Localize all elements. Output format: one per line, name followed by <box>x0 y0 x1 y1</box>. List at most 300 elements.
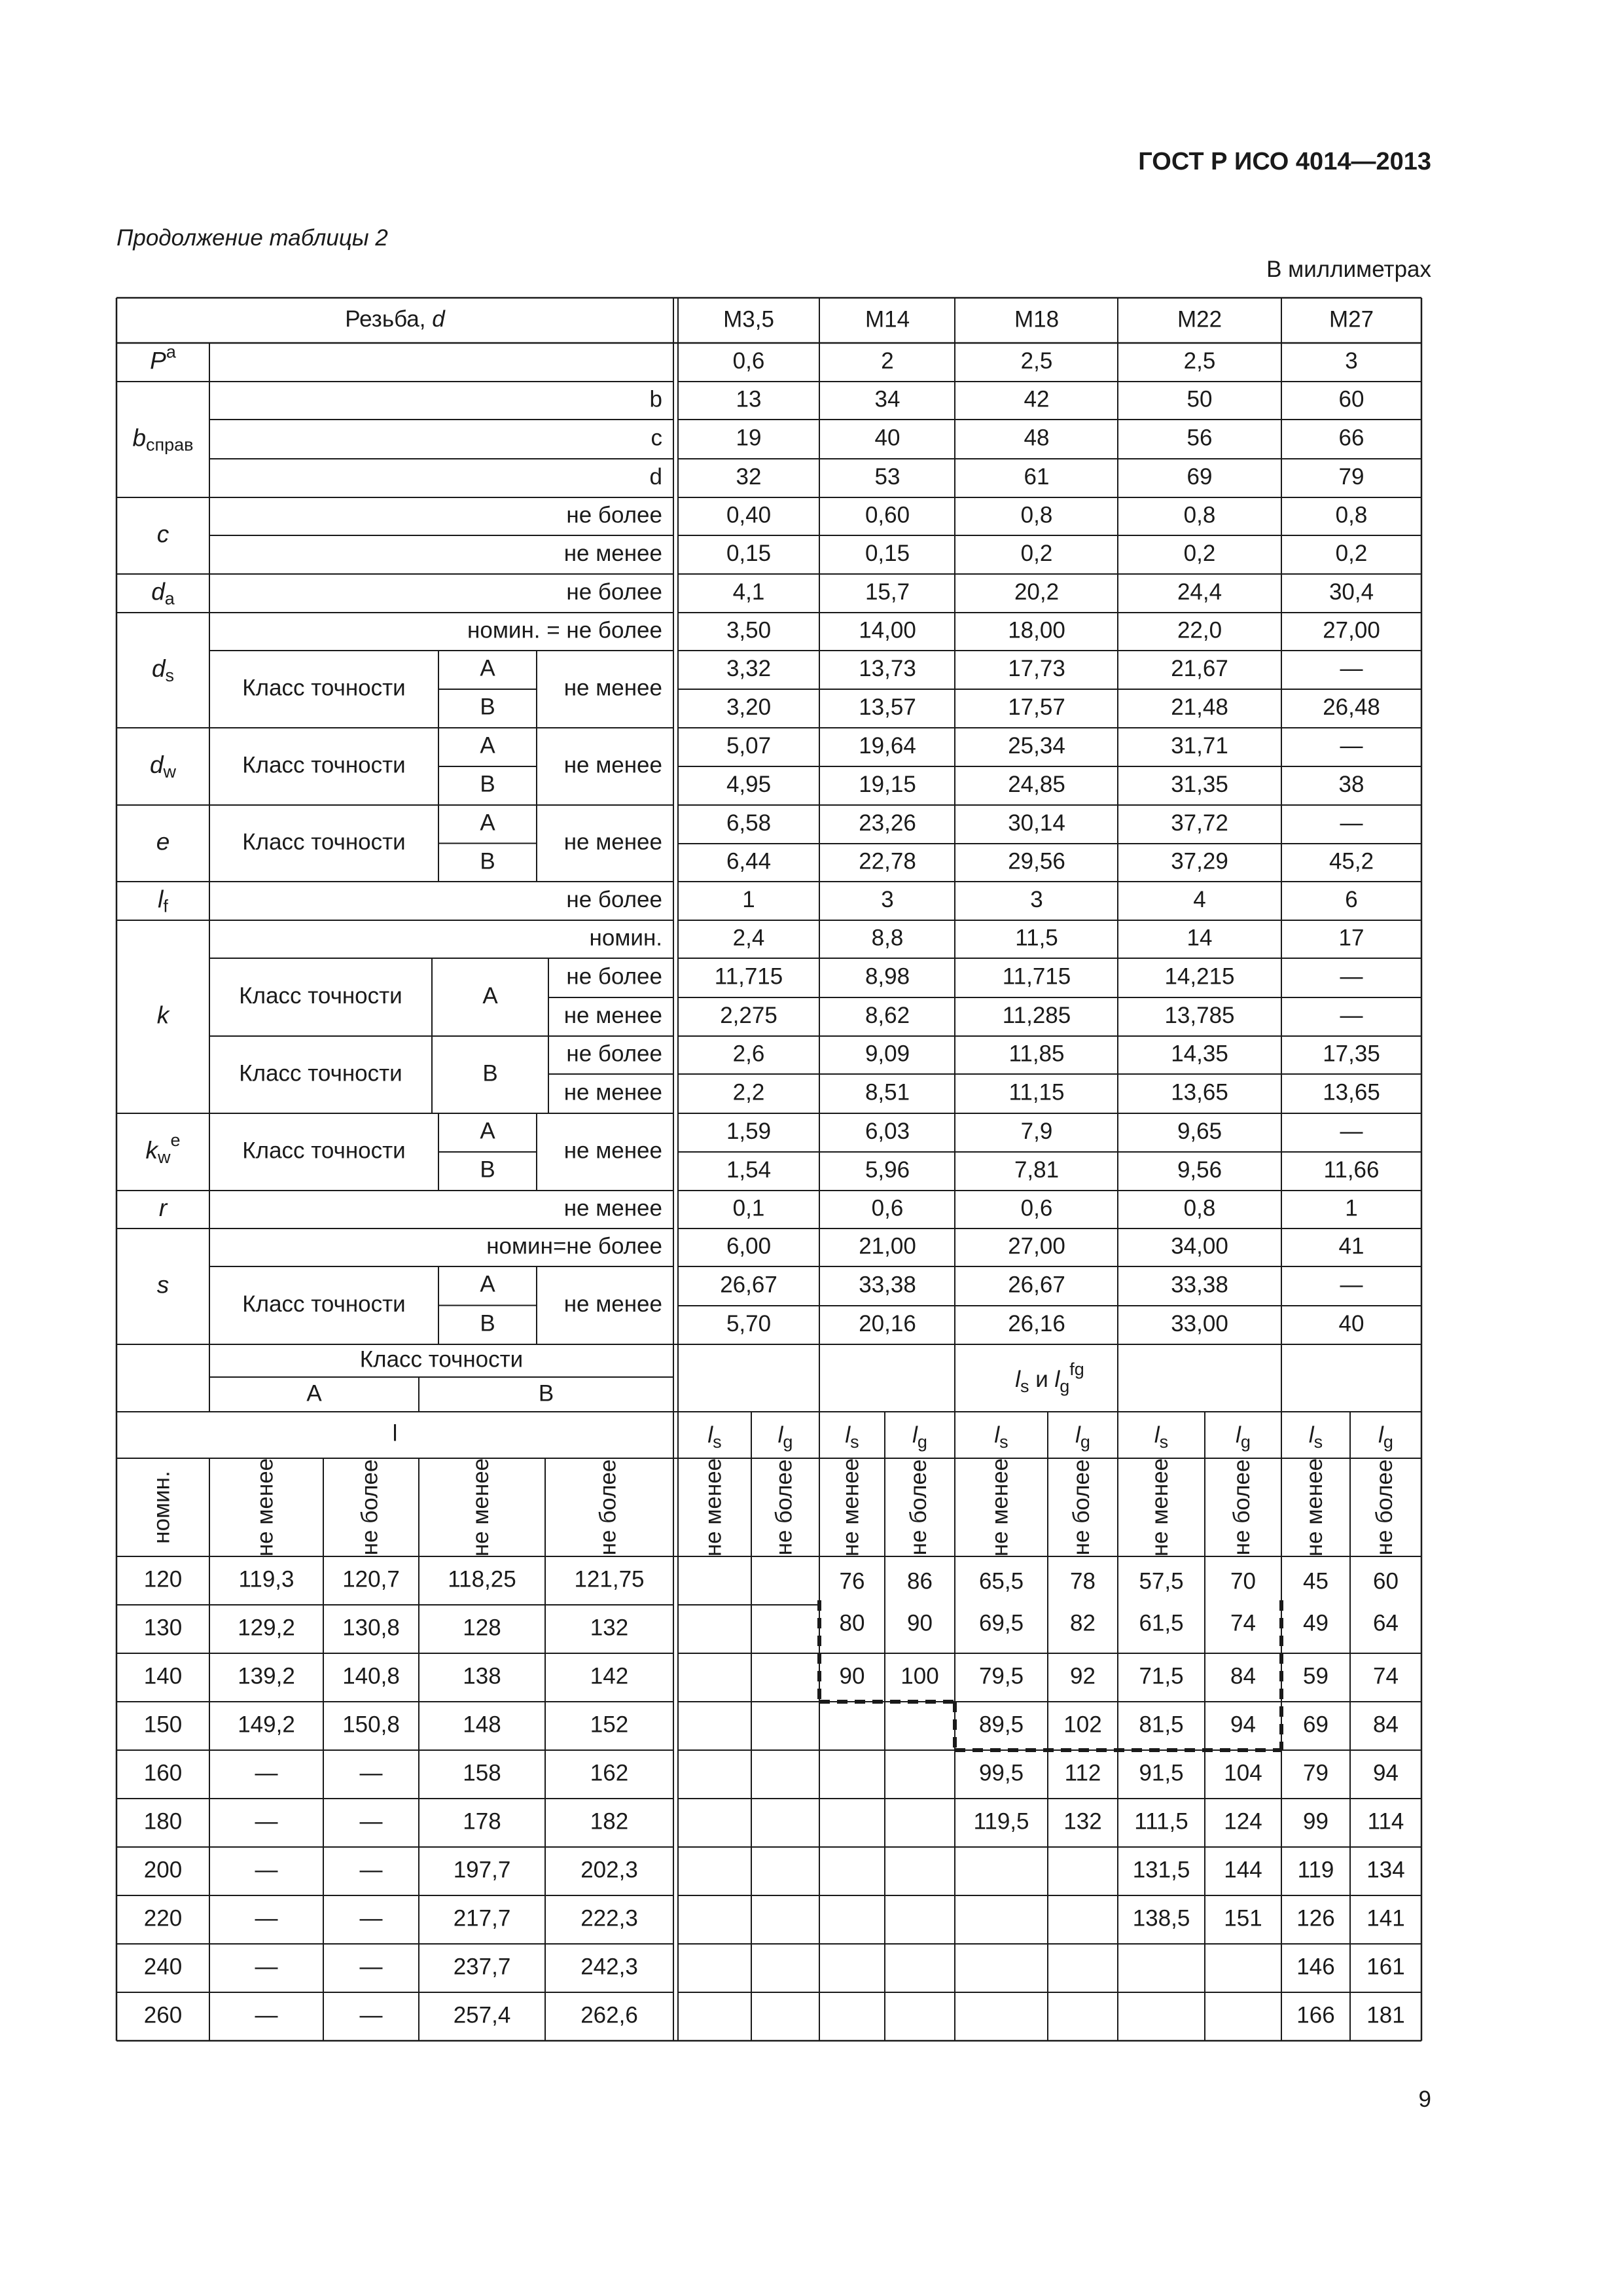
column-subscript: s <box>713 1432 722 1452</box>
value-cell: 26,16 <box>1008 1310 1065 1336</box>
value-cell: 1,54 <box>726 1157 772 1183</box>
length-nominal: 140 <box>143 1663 183 1689</box>
value-cell: 13,785 <box>1164 1002 1235 1028</box>
lg-column-header <box>1378 1422 1393 1452</box>
value-cell: 8,98 <box>865 963 910 990</box>
lg-value: 112 <box>1064 1760 1101 1786</box>
column-subscript: g <box>1383 1432 1393 1452</box>
symbol-base: c <box>156 520 169 548</box>
value-cell: 0,60 <box>865 502 910 528</box>
value-cell: 17 <box>1338 925 1364 951</box>
value-cell: 9,65 <box>1177 1118 1222 1144</box>
ls-lg-title <box>1015 1359 1084 1396</box>
column-symbol: l <box>994 1422 1000 1448</box>
value-cell: 32 <box>736 463 762 490</box>
ls-value: 99 <box>1303 1808 1329 1835</box>
value-cell: 18,00 <box>1008 617 1065 643</box>
column-symbol: l <box>1308 1422 1314 1448</box>
lg-column-header <box>778 1422 793 1452</box>
length-class-b-max: 162 <box>590 1760 629 1786</box>
grade-label: B <box>538 1380 554 1407</box>
column-subscript: g <box>1080 1432 1090 1452</box>
length-class-a-min: — <box>255 1808 278 1835</box>
lg-value: 104 <box>1224 1760 1262 1786</box>
length-class-b-max: 202,3 <box>580 1857 638 1883</box>
symbol-subscript: w <box>163 762 177 782</box>
grade-label: B <box>480 1157 495 1183</box>
ls-column-header <box>707 1422 721 1452</box>
row-condition: номин. = не более <box>467 617 662 643</box>
length-nominal: 200 <box>143 1857 183 1883</box>
value-cell: 21,00 <box>859 1233 916 1259</box>
length-class-b-min: 217,7 <box>453 1905 511 1931</box>
vertical-column-header: номин. <box>149 1471 175 1544</box>
value-cell: 22,78 <box>859 848 916 874</box>
ls-value: 99,5 <box>978 1760 1024 1786</box>
row-condition: c <box>651 425 662 451</box>
value-cell: 6,58 <box>726 810 772 836</box>
column-subscript: g <box>1240 1432 1251 1452</box>
value-cell: 4 <box>1193 886 1206 912</box>
value-cell: 0,6 <box>871 1195 904 1221</box>
value-cell: 31,71 <box>1171 732 1228 759</box>
ls-value: 45 <box>1303 1568 1329 1594</box>
ls-value: 79 <box>1303 1760 1329 1786</box>
value-cell: 26,48 <box>1323 694 1380 720</box>
ls-subscript: s <box>1020 1376 1029 1397</box>
vertical-column-header: не более <box>1228 1459 1255 1556</box>
length-class-a-max: 120,7 <box>342 1566 400 1592</box>
value-cell: 45,2 <box>1329 848 1374 874</box>
document-standard-title: ГОСТ Р ИСО 4014—2013 <box>1138 148 1431 175</box>
accuracy-class-label: Класс точности <box>242 752 406 778</box>
length-class-a-max: — <box>359 1808 383 1835</box>
value-cell: 0,2 <box>1335 540 1368 566</box>
value-cell: — <box>1340 732 1363 759</box>
value-cell: 20,2 <box>1014 579 1060 605</box>
value-cell: 5,96 <box>865 1157 910 1183</box>
ls-value: 166 <box>1296 2002 1335 2028</box>
ls-value: 80 <box>839 1610 865 1636</box>
value-cell: 3 <box>1345 348 1358 374</box>
lg-value: 94 <box>1373 1760 1399 1786</box>
value-cell: 6,44 <box>726 848 772 874</box>
value-cell: 5,70 <box>726 1310 772 1336</box>
value-cell: 0,8 <box>1183 502 1216 528</box>
accuracy-class-label: Класс точности <box>242 1138 406 1164</box>
row-symbol <box>150 342 177 374</box>
ls-symbol: l <box>1015 1367 1020 1393</box>
accuracy-class-label: Класс точности <box>242 675 406 701</box>
vertical-column-header: не менее <box>1301 1458 1327 1557</box>
value-cell: 26,67 <box>1008 1272 1065 1298</box>
column-symbol: l <box>912 1422 918 1448</box>
length-class-a-max: — <box>359 1905 383 1931</box>
row-symbol <box>159 1194 168 1221</box>
column-symbol: l <box>1154 1422 1160 1448</box>
ls-value: 59 <box>1303 1663 1329 1689</box>
lg-value: 70 <box>1230 1568 1256 1594</box>
value-cell: 0,8 <box>1183 1195 1216 1221</box>
value-cell: 30,4 <box>1329 579 1374 605</box>
row-condition: не менее <box>563 829 662 855</box>
vertical-column-header: не более <box>1371 1459 1397 1556</box>
symbol-subscript: справ <box>146 435 194 455</box>
grade-label: A <box>480 655 495 681</box>
value-cell: 17,57 <box>1008 694 1065 720</box>
vertical-column-header: не более <box>1068 1459 1094 1556</box>
length-class-a-min: 139,2 <box>238 1663 295 1689</box>
vertical-column-header: не менее <box>467 1458 493 1557</box>
accuracy-class-label: Класс точности <box>242 829 406 855</box>
ls-column-header <box>1309 1422 1323 1452</box>
row-condition: номин=не более <box>486 1233 662 1259</box>
ls-value: 146 <box>1296 1954 1335 1980</box>
column-symbol: l <box>1075 1422 1080 1448</box>
value-cell: — <box>1340 1002 1363 1028</box>
length-class-b-min: 197,7 <box>453 1857 511 1883</box>
column-symbol: l <box>1236 1422 1241 1448</box>
value-cell: 38 <box>1338 771 1364 797</box>
value-cell: 1,59 <box>726 1118 772 1144</box>
length-class-b-min: 128 <box>463 1615 501 1641</box>
length-class-b-min: 237,7 <box>453 1954 511 1980</box>
length-class-b-min: 158 <box>463 1760 501 1786</box>
value-cell: 30,14 <box>1008 810 1065 836</box>
symbol-subscript: w <box>157 1147 171 1168</box>
lg-value: 124 <box>1224 1808 1262 1835</box>
value-cell: 2 <box>881 348 894 374</box>
column-subscript: s <box>850 1432 859 1452</box>
length-class-a-min: 149,2 <box>238 1712 295 1738</box>
ls-value: 89,5 <box>978 1712 1024 1738</box>
ls-value: 69,5 <box>978 1610 1024 1636</box>
value-cell: 5,07 <box>726 732 772 759</box>
length-class-a-max: — <box>359 2002 383 2028</box>
length-nominal: 220 <box>143 1905 183 1931</box>
value-cell: — <box>1340 1272 1363 1298</box>
length-class-b-max: 142 <box>590 1663 629 1689</box>
value-cell: 9,56 <box>1177 1157 1222 1183</box>
value-cell: 1 <box>742 886 755 912</box>
value-cell: 0,2 <box>1020 540 1053 566</box>
value-cell: 60 <box>1338 386 1364 412</box>
units-note: В миллиметрах <box>1266 257 1431 282</box>
value-cell: 41 <box>1338 1233 1364 1259</box>
ls-value: 65,5 <box>978 1568 1024 1594</box>
ls-value: 138,5 <box>1132 1905 1190 1931</box>
length-class-a-min: — <box>255 1857 278 1883</box>
ls-column-header <box>1154 1422 1168 1452</box>
value-cell: 13,65 <box>1323 1079 1380 1105</box>
value-cell: 42 <box>1024 386 1050 412</box>
symbol-base: r <box>158 1194 168 1221</box>
grade-label: A <box>306 1380 322 1407</box>
row-symbol <box>158 886 168 916</box>
lg-value: 90 <box>907 1610 933 1636</box>
value-cell: 3 <box>1030 886 1043 912</box>
column-symbol: l <box>845 1422 851 1448</box>
value-cell: 2,275 <box>720 1002 777 1028</box>
value-cell: 8,51 <box>865 1079 910 1105</box>
lg-value: 64 <box>1373 1610 1399 1636</box>
length-class-b-min: 178 <box>463 1808 501 1835</box>
value-cell: 0,2 <box>1183 540 1216 566</box>
lg-column-header <box>1236 1422 1251 1452</box>
lg-value: 82 <box>1070 1610 1096 1636</box>
lg-value: 114 <box>1367 1808 1404 1835</box>
ls-value: 131,5 <box>1132 1857 1190 1883</box>
value-cell: 11,715 <box>1002 963 1071 990</box>
value-cell: 69 <box>1186 463 1213 490</box>
value-cell: 11,715 <box>714 963 783 990</box>
lg-subscript: g <box>1060 1376 1070 1397</box>
length-class-b-min: 257,4 <box>453 2002 511 2028</box>
ls-value: 126 <box>1296 1905 1335 1931</box>
column-subscript: s <box>1313 1432 1323 1452</box>
length-class-b-min: 118,25 <box>448 1566 516 1592</box>
value-cell: 34 <box>874 386 901 412</box>
grade-label: A <box>480 810 495 836</box>
value-cell: 20,16 <box>859 1310 916 1336</box>
value-cell: 4,95 <box>726 771 772 797</box>
value-cell: 11,85 <box>1008 1041 1065 1067</box>
row-condition: не более <box>566 963 662 990</box>
value-cell: 19,64 <box>859 732 916 759</box>
length-class-a-min: — <box>255 2002 278 2028</box>
value-cell: 13,73 <box>859 655 916 681</box>
value-cell: 0,8 <box>1335 502 1368 528</box>
value-cell: 3,50 <box>726 617 772 643</box>
value-cell: 1 <box>1345 1195 1358 1221</box>
value-cell: 2,2 <box>732 1079 765 1105</box>
grade-label: B <box>480 694 495 720</box>
ls-value: 81,5 <box>1139 1712 1184 1738</box>
lg-column-header <box>912 1422 927 1452</box>
value-cell: 17,73 <box>1008 655 1065 681</box>
value-cell: 19 <box>736 425 762 451</box>
vertical-column-header: не более <box>771 1459 797 1556</box>
value-cell: 7,9 <box>1020 1118 1053 1144</box>
column-subscript: s <box>999 1432 1008 1452</box>
value-cell: 40 <box>874 425 901 451</box>
length-nominal: 150 <box>143 1712 183 1738</box>
row-symbol <box>152 655 174 685</box>
thread-size-header: M22 <box>1177 306 1222 332</box>
vertical-column-header: не более <box>595 1459 621 1556</box>
row-condition: b <box>649 386 662 412</box>
symbol-subscript: f <box>163 896 168 916</box>
row-symbol <box>132 424 193 454</box>
accuracy-class-label: Класс точности <box>242 1291 406 1317</box>
value-cell: — <box>1340 655 1363 681</box>
value-cell: 13,65 <box>1171 1079 1228 1105</box>
lg-value: 151 <box>1224 1905 1262 1931</box>
lg-value: 102 <box>1063 1712 1102 1738</box>
ls-column-header <box>845 1422 859 1452</box>
symbol-superscript: a <box>166 342 176 362</box>
length-nominal: 120 <box>143 1566 183 1592</box>
grade-label: A <box>482 982 498 1009</box>
length-class-a-min: — <box>255 1905 278 1931</box>
column-subscript: g <box>783 1432 793 1452</box>
value-cell: 40 <box>1338 1310 1364 1336</box>
column-symbol: l <box>1378 1422 1383 1448</box>
length-class-a-max: — <box>359 1954 383 1980</box>
value-cell: 0,15 <box>726 540 772 566</box>
length-class-a-min: 129,2 <box>238 1615 295 1641</box>
thread-header-label <box>345 306 446 332</box>
lg-value: 60 <box>1373 1568 1399 1594</box>
value-cell: 66 <box>1338 425 1364 451</box>
length-nominal: 180 <box>143 1808 183 1835</box>
value-cell: 14,35 <box>1171 1041 1228 1067</box>
value-cell: 14,215 <box>1164 963 1235 990</box>
symbol-superscript: e <box>170 1130 181 1151</box>
vertical-column-header: не менее <box>1147 1458 1173 1557</box>
vertical-column-header: не менее <box>838 1458 864 1557</box>
lg-value: 161 <box>1366 1954 1405 1980</box>
row-symbol <box>151 578 175 608</box>
value-cell: 19,15 <box>859 771 916 797</box>
value-cell: 50 <box>1186 386 1213 412</box>
ls-value: 61,5 <box>1139 1610 1184 1636</box>
thread-size-header: M27 <box>1329 306 1374 332</box>
row-condition: не менее <box>563 1291 662 1317</box>
value-cell: 33,00 <box>1171 1310 1228 1336</box>
row-condition: не более <box>566 502 662 528</box>
value-cell: 27,00 <box>1008 1233 1065 1259</box>
value-cell: 37,29 <box>1171 848 1228 874</box>
column-symbol: l <box>777 1422 783 1448</box>
lg-value: 78 <box>1070 1568 1096 1594</box>
value-cell: 2,5 <box>1020 348 1053 374</box>
length-class-a-max: 150,8 <box>342 1712 400 1738</box>
row-symbol <box>156 828 170 855</box>
row-symbol <box>157 1001 171 1028</box>
column-symbol: l <box>707 1422 713 1448</box>
grade-label: B <box>480 771 495 797</box>
thread-header-text: Резьба, <box>345 306 433 332</box>
value-cell: 22,0 <box>1177 617 1222 643</box>
value-cell: 26,67 <box>720 1272 777 1298</box>
footnote-marker: fg <box>1069 1359 1084 1380</box>
symbol-base: s <box>156 1271 169 1299</box>
row-condition: d <box>649 463 662 490</box>
row-condition: не более <box>566 886 662 912</box>
value-cell: 53 <box>874 463 901 490</box>
value-cell: 21,48 <box>1171 694 1228 720</box>
ls-column-header <box>994 1422 1008 1452</box>
length-class-b-max: 222,3 <box>580 1905 638 1931</box>
vertical-column-header: не более <box>357 1459 383 1556</box>
value-cell: 27,00 <box>1323 617 1380 643</box>
ls-value: 111,5 <box>1134 1808 1188 1835</box>
ls-value: 79,5 <box>978 1663 1024 1689</box>
symbol-base: d <box>149 751 164 778</box>
value-cell: 25,34 <box>1008 732 1065 759</box>
thread-size-header: M14 <box>865 306 910 332</box>
length-class-a-min: 119,3 <box>238 1566 294 1592</box>
lg-symbol: l <box>1054 1367 1060 1393</box>
symbol-base: d <box>151 655 166 682</box>
ls-value: 57,5 <box>1139 1568 1184 1594</box>
value-cell: 56 <box>1186 425 1213 451</box>
value-cell: 11,5 <box>1015 925 1058 951</box>
value-cell: 0,6 <box>732 348 765 374</box>
row-symbol <box>157 520 169 547</box>
value-cell: 7,81 <box>1014 1157 1060 1183</box>
accuracy-class-label: Класс точности <box>239 1060 402 1086</box>
length-nominal: 260 <box>143 2002 183 2028</box>
grade-label: A <box>480 1271 495 1297</box>
value-cell: 37,72 <box>1171 810 1228 836</box>
row-symbol <box>145 1130 180 1167</box>
row-condition: не менее <box>563 675 662 701</box>
length-class-b-min: 148 <box>463 1712 501 1738</box>
value-cell: 34,00 <box>1171 1233 1228 1259</box>
length-class-b-max: 262,6 <box>580 2002 638 2028</box>
length-nominal: 130 <box>143 1615 183 1641</box>
row-condition: не менее <box>563 1138 662 1164</box>
row-symbol <box>157 1271 169 1298</box>
value-cell: 2,6 <box>732 1041 765 1067</box>
thread-size-header: M3,5 <box>723 306 774 332</box>
length-nominal: 240 <box>143 1954 183 1980</box>
lg-value: 94 <box>1230 1712 1256 1738</box>
lg-value: 100 <box>901 1663 939 1689</box>
symbol-subscript: s <box>165 666 175 686</box>
value-cell: 23,26 <box>859 810 916 836</box>
value-cell: 2,5 <box>1183 348 1216 374</box>
row-condition: не менее <box>563 1079 662 1105</box>
symbol-base: e <box>156 828 170 855</box>
value-cell: 4,1 <box>732 579 765 605</box>
value-cell: 14 <box>1186 925 1213 951</box>
ls-value: 119 <box>1297 1857 1334 1883</box>
grade-label: B <box>482 1060 498 1086</box>
value-cell: 17,35 <box>1323 1041 1380 1067</box>
value-cell: 0,6 <box>1020 1195 1053 1221</box>
value-cell: 48 <box>1024 425 1050 451</box>
value-cell: 79 <box>1338 463 1364 490</box>
value-cell: 3 <box>881 886 894 912</box>
grade-label: B <box>480 848 495 874</box>
value-cell: 29,56 <box>1008 848 1065 874</box>
length-class-a-min: — <box>255 1760 278 1786</box>
value-cell: 33,38 <box>1171 1272 1228 1298</box>
accuracy-class-label: Класс точности <box>239 982 402 1009</box>
row-condition: номин. <box>589 925 662 951</box>
lg-column-header <box>1075 1422 1090 1452</box>
lg-value: 141 <box>1366 1905 1405 1931</box>
symbol-base: l <box>158 886 164 913</box>
row-condition: не менее <box>563 1002 662 1028</box>
ls-value: 71,5 <box>1139 1663 1184 1689</box>
value-cell: 8,62 <box>865 1002 910 1028</box>
value-cell: — <box>1340 963 1363 990</box>
lg-value: 84 <box>1373 1712 1399 1738</box>
ls-value: 69 <box>1303 1712 1329 1738</box>
thread-size-header: M18 <box>1014 306 1060 332</box>
ls-value: 119,5 <box>973 1808 1029 1835</box>
value-cell: 13 <box>736 386 762 412</box>
length-class-b-max: 182 <box>590 1808 629 1835</box>
ls-lg-conjunction: и <box>1029 1367 1055 1393</box>
value-cell: 6,03 <box>865 1118 910 1144</box>
value-cell: 31,35 <box>1171 771 1228 797</box>
vertical-column-header: не более <box>905 1459 931 1556</box>
